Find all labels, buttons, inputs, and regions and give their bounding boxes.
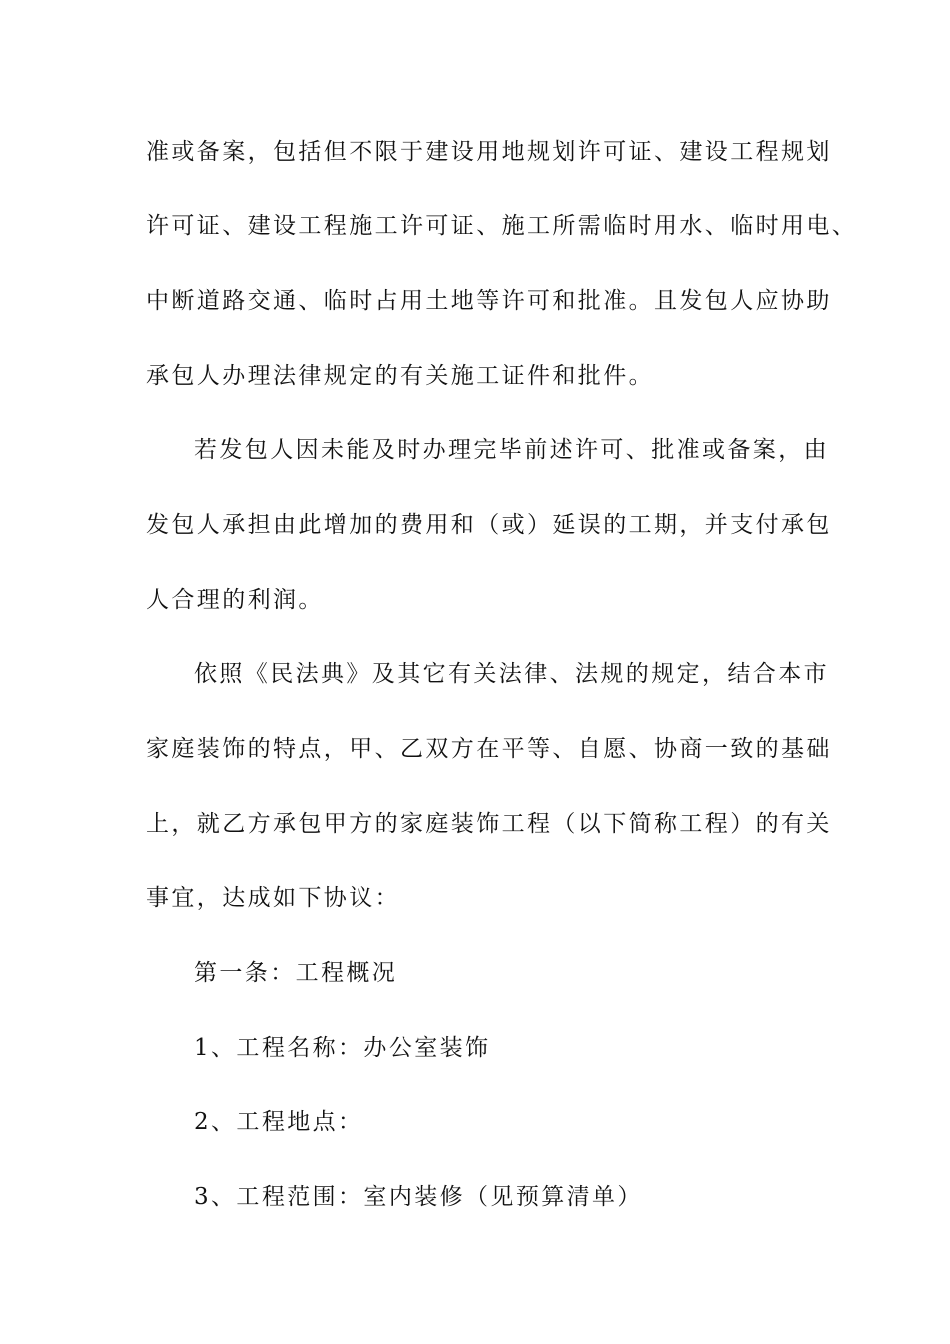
paragraph-line: 中断道路交通、临时占用土地等许可和批准。且发包人应协助 (146, 288, 832, 314)
paragraph-line: 家庭装饰的特点，甲、乙双方在平等、自愿、协商一致的基础 (146, 736, 832, 762)
paragraph-line: 依照《民法典》及其它有关法律、法规的规定，结合本市 (194, 661, 829, 687)
paragraph-line: 事宜，达成如下协议： (146, 885, 400, 911)
list-item: 3、工程范围：室内装修（见预算清单） (194, 1184, 643, 1210)
paragraph-line: 准或备案，包括但不限于建设用地规划许可证、建设工程规划 (146, 139, 832, 165)
section-heading: 第一条：工程概况 (194, 960, 398, 986)
paragraph-line: 发包人承担由此增加的费用和（或）延误的工期，并支付承包 (146, 512, 832, 538)
list-item: 1、工程名称：办公室装饰 (194, 1035, 491, 1061)
paragraph-line: 若发包人因未能及时办理完毕前述许可、批准或备案，由 (194, 437, 829, 463)
paragraph-line: 人合理的利润。 (146, 587, 324, 613)
paragraph-line: 许可证、建设工程施工许可证、施工所需临时用水、临时用电、 (146, 213, 858, 239)
paragraph-line: 承包人办理法律规定的有关施工证件和批件。 (146, 363, 654, 389)
paragraph-line: 上，就乙方承包甲方的家庭装饰工程（以下简称工程）的有关 (146, 811, 832, 837)
list-item: 2、工程地点： (194, 1109, 364, 1135)
